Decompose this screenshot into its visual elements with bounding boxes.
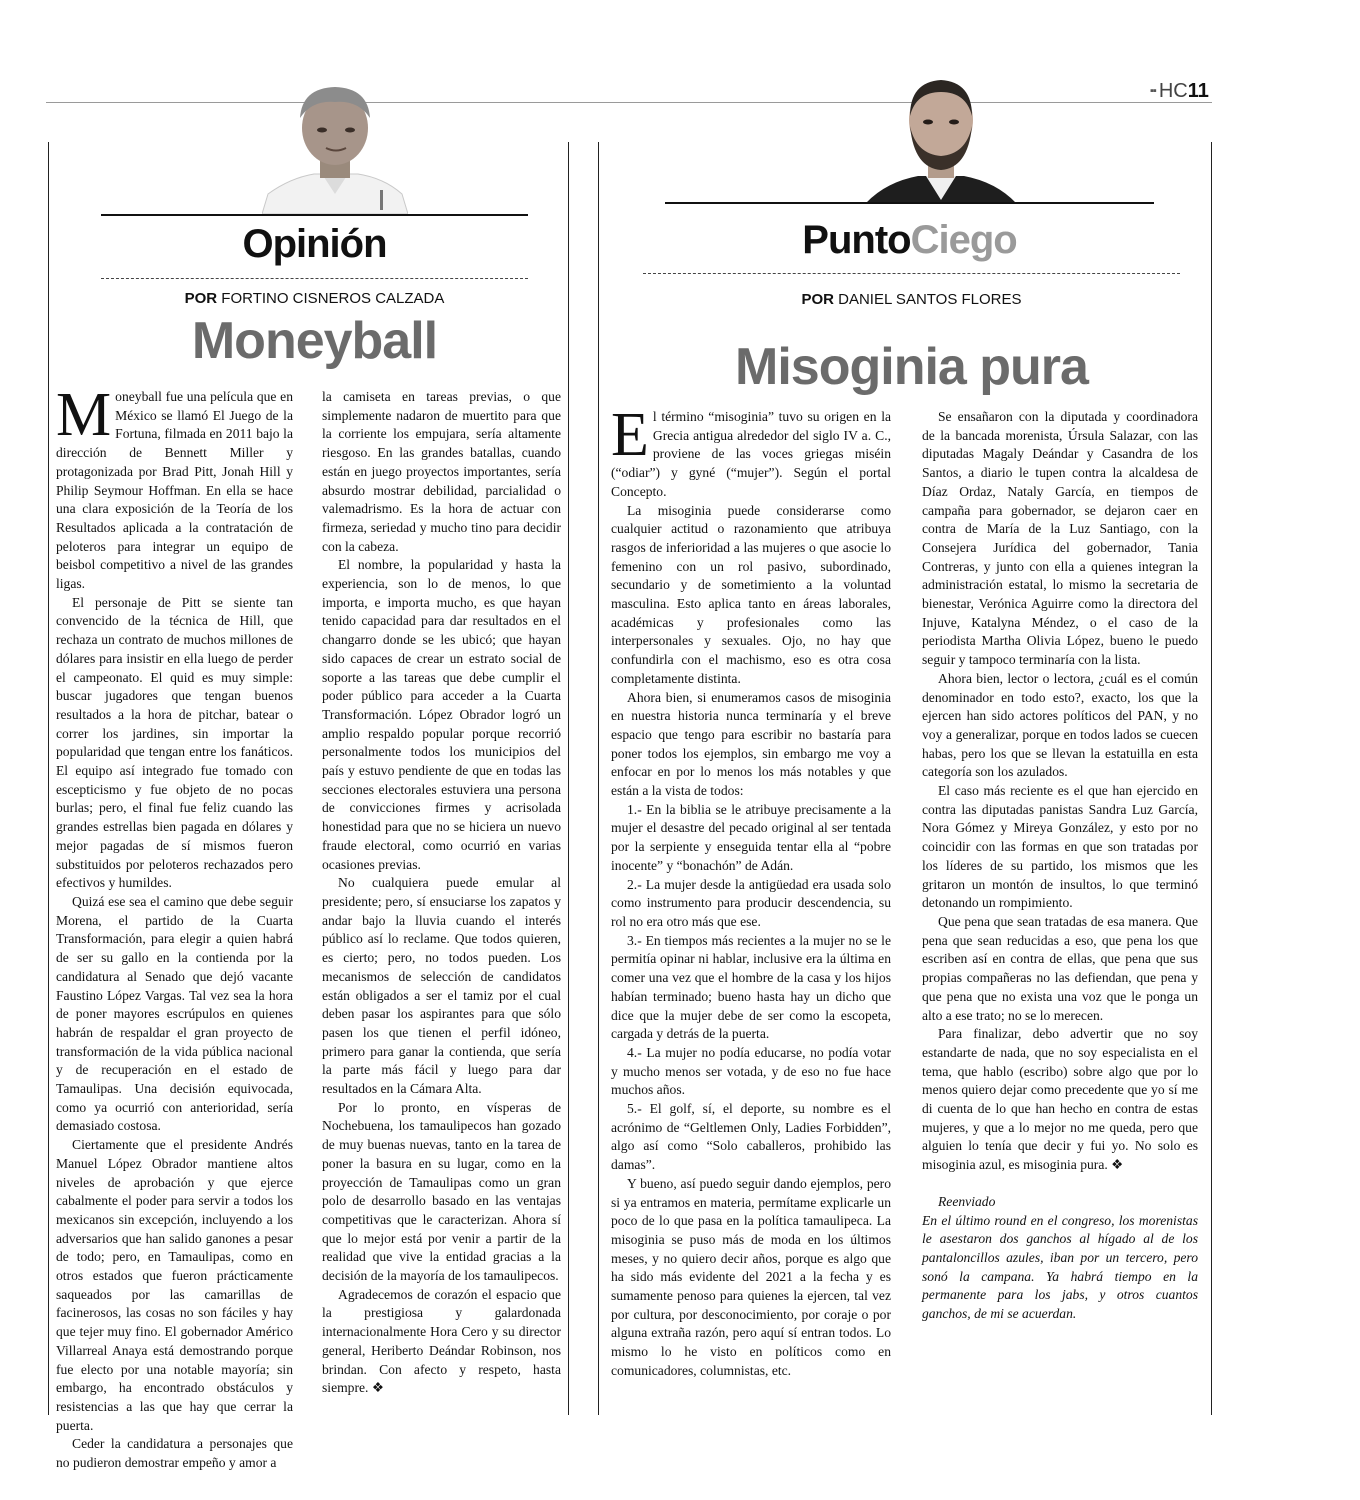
paragraph: 4.- La mujer no podía educarse, no podía votar y mucho menos ser votada, y de eso no fue hace muchos años. — [611, 1044, 891, 1098]
paragraph: Y bueno, así puedo seguir dando ejemplos, pero si ya entramos en materia, permítame explicarle un poco de lo que pasa en la política tamaulipeca. La misoginia se puso más de moda en los últimos meses, y no quiero decir años, porque es algo que ha sido más evidente del 2021 a la fecha y es sumamente penoso para quienes la ejercen, tal vez por cultura, por desconocimiento, por coraje o por alguna extraña razón, pero aquí sí entran todos. Lo mismo lo he visto en políticos como en comunicadores, columnistas, etc. — [611, 1175, 891, 1378]
paragraph: El personaje de Pitt se siente tan convencido de la técnica de Hill, que rechaza un contrato de muchos millones de dólares para insistir en ella luego de perder el campeonato. El quid es muy simple: buscar jugadores que tengan buenos resultados a la hora de pitchar, batear o correr los jardines, sin importar la popularidad que tengan entre los fanáticos. El equipo así integrado fue tomado con escepticismo y fue objeto de no pocas burlas; pero, el final fue feliz cuando las grandes estrellas bien pagada en dólares y mejor pagadas de sí mismos fueron substituidos por peloteros rechazados pero efectivos y humildes. — [56, 594, 293, 891]
drop-cap-m: M — [56, 381, 112, 449]
author-name-left: FORTINO CISNEROS CALZADA — [221, 290, 445, 307]
author-photo-fortino — [262, 82, 408, 214]
folio-dots-icon: ▪▪ — [1150, 85, 1156, 97]
paragraph: Ahora bien, lector o lectora, ¿cuál es el común denominador en todo esto?, exacto, los que la ejercen han sido actores políticos del PAN, y no voy a generalizar, porque en todos lados se cuecen habas, pero los que se llevan la estatuilla en esta categoría son los azulados. — [922, 670, 1198, 780]
byline-left — [101, 290, 528, 307]
byline-right — [643, 291, 1180, 308]
paragraph: Agradecemos de corazón el espacio que la prestigiosa y galardonada internacionalmente Hora Cero y su director general, Heriberto Deándar Robinson, nos brindan. Con afecto y respeto, hasta siempre. ❖ — [322, 1286, 561, 1396]
reenviado-box — [922, 1193, 1198, 1324]
paragraph: El caso más reciente es el que han ejercido en contra las diputadas panistas Sandra Luz García, Nora Gómez y Mireya González, y esto por no coincidir con las formas en que son tratadas por los líderes de su partido, los mismos que les gritaron un montón de insultos, lo que terminó detonando un rompimiento. — [922, 783, 1198, 911]
left-dashed-divider — [101, 278, 528, 279]
paragraph: Quizá ese sea el camino que debe seguir Morena, el partido de la Cuarta Transformación, para elegir a quien habrá de ser su gallo en la contienda por la candidatura al Senado que dejó vacante Faustino López Vargas. Tal vez sea la hora de poner mayores escrúpulos en quienes habrán de respaldar el gran proyecto de transformación de la vida pública nacional y de recuperación en el estado de Tamaulipas. Una decisión equivocada, como ya ocurrió con anterioridad, sería demasiado costosa. — [56, 893, 293, 1134]
paragraph: l término “misoginia” tuvo su origen en la Grecia antigua alrededor del siglo IV a. C., proviene de las voces griegas miséin (“odiar”) y gyné (“mujer”). Según el portal Concepto. — [611, 409, 891, 499]
byline-por-label: POR — [801, 291, 834, 308]
left-article-right-line — [568, 142, 569, 1415]
paragraph: 1.- En la biblia se le atribuye precisamente a la mujer el desastre del pecado original al ser tentada por la serpiente y enseguida tentar ella al “pobre inocente” y “bonachón” de Adán. — [611, 801, 891, 873]
folio-page-number: 11 — [1187, 80, 1209, 102]
right-article-col1 — [611, 401, 891, 1381]
section-title-opinion: Opinión — [242, 222, 387, 266]
left-section-rule — [101, 214, 528, 216]
paragraph: No cualquiera puede emular al presidente; pero, sí ensuciarse los zapatos y andar bajo la lluvia cuando el interés público así lo reclame. Que todos quieren, es cierto; pero, no todos pueden. Los mecanismos de selección de candidatos están obligados a ser el tamiz por el cual deben pasar los aspirantes para que sólo pasen los que tienen el perfil idóneo, primero para ganar la contienda, que sería la parte más fácil y luego para dar resultados en la Cámara Alta. — [322, 875, 561, 1097]
paragraph: 3.- En tiempos más recientes a la mujer no se le permitía opinar ni hablar, inclusive era la última en comer una vez que el hombre de la casa y los hijos habían terminado; bueno hasta hay un dicho que dice que la mujer debe de ser como la escopeta, cargada y detrás de la puerta. — [611, 932, 891, 1042]
paragraph: Ahora bien, si enumeramos casos de misoginia en nuestra historia nunca terminaría y el breve espacio que tengo para escribir no bastaría para poner todos los ejemplos, sin embargo me voy a enfocar en por lo menos los más notables y que están a la vista de todos: — [611, 689, 891, 799]
right-section-rule — [665, 202, 1154, 204]
paragraph: Se ensañaron con la diputada y coordinadora de la bancada morenista, Úrsula Salazar, con las diputadas Magaly Deándar y Casandra de los Santos, a diario le tupen contra la alcaldesa de Díaz Ordaz, Nataly García, en tiempos de campaña para gobernador, se dejaron caer en contra de María de la Luz Santiago, con la Consejera Jurídica del gobernador, Tania Contreras, y junto con ella a quienes integran la administración estatal, lo mismo la secretaria de bienestar, Verónica Aguirre como la directora del Injuve, Katalyna Méndez, o el caso de la periodista Martha Olivia López, bueno le puedo seguir y tampoco terminaría con la lista. — [922, 409, 1198, 668]
paragraph: Que pena que sean tratadas de esa manera. Que pena que sean reducidas a eso, que pena los que escriben así en contra de ellas, que pena que sus propias compañeras no las defiendan, que pena y que pena que no exista una voz que le ponga un alto a ese trato; no se lo merecen. — [922, 913, 1198, 1023]
author-name-right: DANIEL SANTOS FLORES — [838, 291, 1022, 308]
page-folio — [1150, 80, 1209, 103]
paragraph: Ciertamente que el presidente Andrés Manuel López Obrador mantiene altos niveles de aprobación y que ejerce cabalmente el poder para servir a todos los mexicanos sin excepción, incluyendo a los adversarios que han salido ganones a pesar de todo; pero, en Tamaulipas, como en otros estados que fueron prácticamente saqueados por las camarillas de facinerosos, las cosas no son fáciles y hay que tejer muy fino. El gobernador Américo Villarreal Anaya está demostrando porque fue electo por una notable mayoría; sin embargo, ha encontrado obstáculos y resistencias a las que hay que cerrar la puerta. — [56, 1137, 293, 1433]
right-dashed-divider — [643, 273, 1180, 274]
left-article-col2 — [322, 388, 561, 1398]
reenviado-text: En el último round en el congreso, los morenistas le asestaron dos ganchos al hígado al de los pantaloncillos azules, iban por un tercero, pero sonó la campana. Ya habrá tiempo en la permanente para los jabs, y otros cuantos ganchos, de mi se acuerdan. — [922, 1212, 1198, 1322]
paragraph: Ceder la candidatura a personajes que no pudieron demostrar empeño y amor a — [56, 1436, 293, 1471]
paragraph: 2.- La mujer desde la antigüedad era usada solo como instrumento para producir descendencia, su rol no era otro más que ese. — [611, 876, 891, 929]
byline-por-label: POR — [184, 290, 218, 307]
section-title-punto-ciego — [665, 216, 1154, 264]
paragraph: Por lo pronto, en vísperas de Nochebuena, los tamaulipecos han gozado de muy buenas nuevas, tanto en la tarea de poner la basura en su lugar, como en la proyección de Tamaulipas como un gran polo de desarrollo basado en las ventajas competitivas que le caracterizan. Ahora sí que lo mejor está por venir a partir de la realidad que vive la entidad gracias a la decisión de la mayoría de los tamaulipecos. — [322, 1099, 561, 1284]
left-article-col1 — [56, 381, 293, 1473]
author-photo-daniel — [866, 76, 1016, 203]
right-frame-line — [1211, 142, 1212, 1415]
section-title-part2: Ciego — [910, 218, 1017, 262]
drop-cap-e: E — [611, 401, 649, 469]
reenviado-title: Reenviado — [938, 1193, 996, 1209]
header-rule — [46, 102, 1212, 103]
section-title-part1: Punto — [802, 218, 911, 262]
folio-section-code: HC — [1158, 80, 1188, 102]
paragraph: la camiseta en tareas previas, o que simplemente nadaron de muertito para que la corriente los empujara, sería altamente riesgoso. En las grandes batallas, cuando están en juego proyectos importantes, sería absurdo mostrar debilidad, parcialidad o valemadrismo. Es la hora de actuar con firmeza, seriedad y mucho tino para decidir con la cabeza. — [322, 389, 561, 554]
paragraph: El nombre, la popularidad y hasta la experiencia, son lo de menos, lo que importa, e importa mucho, es que hayan tenido capacidad para dar resultados en el changarro donde se les ubicó; que hayan sido capaces de crear un estrato social de soporte a las tareas que debe cumplir el poder público para acceder a la Cuarta Transformación. López Obrador logró un amplio respaldo popular porque recorrió personalmente todos los municipios del país y estuvo pendiente de que en todas las secciones electorales estuviera una persona de convicciones firmes y acrisolada honestidad para que no se hiciera un nuevo fraude electoral, como ocurrió en varias ocasiones previas. — [322, 557, 561, 872]
left-frame-line — [48, 142, 49, 1415]
paragraph: oneyball fue una película que en México se llamó El Juego de la Fortuna, filmada en 2011 bajo la dirección de Bennett Miller y protagonizada por Brad Pitt, Jonah Hill y Philip Seymour Hoffman. En ella se hace una clara exposición de la Teoría de los Resultados aplicada a la contratación de peloteros para integrar un equipo de beisbol competitivo a nivel de las grandes ligas. — [56, 389, 293, 592]
paragraph: Para finalizar, debo advertir que no soy estandarte de nada, que no soy especialista en el tema, que hablo (escribo) sobre algo que por lo menos quiero dejar como precedente que yo sí me di cuenta de lo que han hecho en contra de estas mujeres, y que a lo mejor no me queda, pero que alguien lo tenía que decir y fui yo. No solo es misoginia azul, es misoginia pura. ❖ — [922, 1026, 1198, 1173]
right-article-col2 — [922, 408, 1198, 1324]
right-article-left-line — [598, 142, 599, 1415]
paragraph: 5.- El golf, sí, el deporte, su nombre es el acrónimo de “Geltlemen Only, Ladies Forbidden”, algo así como “Solo caballeros, prohibido las damas”. — [611, 1101, 891, 1173]
headline-misoginia-pura: Misoginia pura — [735, 338, 1088, 396]
headline-moneyball: Moneyball — [191, 312, 438, 370]
paragraph: La misoginia puede considerarse como cualquier actitud o razonamiento que atribuya rasgos de inferioridad a las mujeres o que asocie lo femenino con un rol pasivo, subordinado, secundario y de sometimiento a la voluntad masculina. Esto aplica tanto en áreas laborales, académicas y profesionales como las interpersonales y sexuales. Ojo, no hay que confundirla con el machismo, eso es otra cosa completamente distinta. — [611, 502, 891, 686]
